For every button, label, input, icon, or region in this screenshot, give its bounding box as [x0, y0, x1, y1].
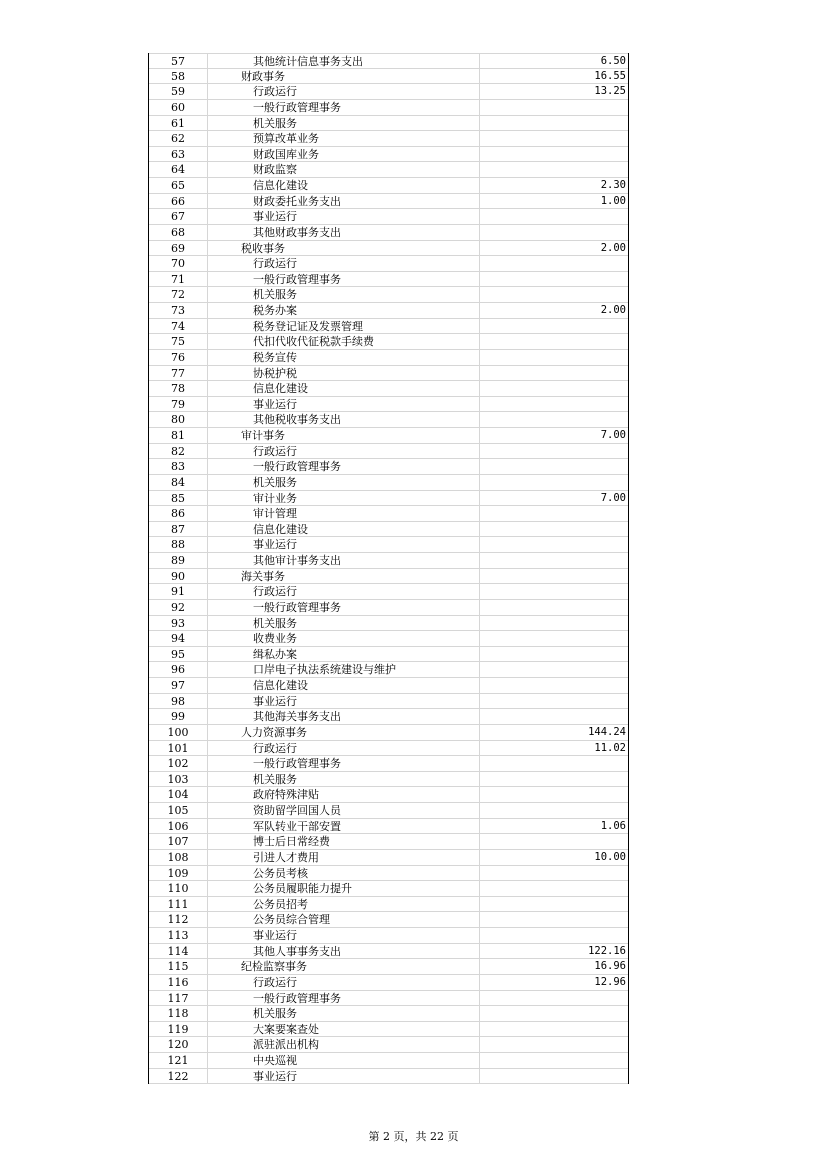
item-name: 公务员考核 [208, 866, 480, 881]
table-row [149, 381, 628, 397]
item-name: 机关服务 [208, 475, 480, 490]
item-amount [480, 881, 628, 896]
table-row [149, 756, 628, 772]
row-number: 93 [149, 616, 208, 631]
item-amount: 7.00 [600, 429, 626, 441]
item-name: 机关服务 [208, 772, 480, 787]
item-amount [480, 1053, 628, 1068]
row-number: 67 [149, 209, 208, 224]
table-row [149, 694, 628, 710]
item-name: 公务员招考 [208, 897, 480, 912]
item-name: 机关服务 [208, 1006, 480, 1021]
row-number: 69 [149, 241, 208, 256]
item-name: 财政国库业务 [208, 147, 480, 162]
table-row [149, 1022, 628, 1038]
item-name: 行政运行 [208, 444, 480, 459]
item-name: 其他人事事务支出 [208, 944, 480, 959]
row-number: 91 [149, 584, 208, 599]
item-name: 一般行政管理事务 [208, 100, 480, 115]
item-name: 税务宣传 [208, 350, 480, 365]
row-number: 109 [149, 866, 208, 881]
table-row [149, 241, 628, 257]
item-amount [480, 506, 628, 521]
item-name: 中央巡视 [208, 1053, 480, 1068]
item-amount [480, 584, 628, 599]
item-name: 事业运行 [208, 209, 480, 224]
row-number: 84 [149, 475, 208, 490]
table-row [149, 881, 628, 897]
item-amount [480, 912, 628, 927]
table-row [149, 194, 628, 210]
row-number: 81 [149, 428, 208, 443]
item-name: 审计事务 [208, 428, 480, 443]
row-number: 111 [149, 897, 208, 912]
item-amount [480, 537, 628, 552]
item-amount [480, 334, 628, 349]
row-number: 117 [149, 991, 208, 1006]
row-number: 97 [149, 678, 208, 693]
item-name: 博士后日常经费 [208, 834, 480, 849]
item-amount [480, 787, 628, 802]
item-name: 海关事务 [208, 569, 480, 584]
item-name: 纪检监察事务 [208, 959, 480, 974]
item-amount: 122.16 [588, 944, 626, 957]
row-number: 103 [149, 772, 208, 787]
item-name: 人力资源事务 [208, 725, 480, 740]
item-amount: 6.50 [600, 55, 626, 67]
table-row [149, 741, 628, 757]
item-amount [480, 897, 628, 912]
item-name: 预算改革业务 [208, 131, 480, 146]
row-number: 95 [149, 647, 208, 662]
table-row [149, 725, 628, 741]
item-amount [480, 756, 628, 771]
item-amount [480, 569, 628, 584]
row-number: 59 [149, 84, 208, 99]
item-amount [480, 366, 628, 381]
row-number: 100 [149, 725, 208, 740]
item-name: 税务登记证及发票管理 [208, 319, 480, 334]
table-row [149, 991, 628, 1007]
item-name: 事业运行 [208, 928, 480, 943]
item-name: 税务办案 [208, 303, 480, 318]
item-name: 军队转业干部安置 [208, 819, 480, 834]
row-number: 64 [149, 162, 208, 177]
item-amount [480, 928, 628, 943]
row-number: 115 [149, 959, 208, 974]
item-amount [480, 678, 628, 693]
item-name: 缉私办案 [208, 647, 480, 662]
item-name: 信息化建设 [208, 678, 480, 693]
table-row [149, 803, 628, 819]
item-name: 其他统计信息事务支出 [208, 54, 480, 68]
item-amount [480, 397, 628, 412]
item-amount [480, 803, 628, 818]
table-row [149, 631, 628, 647]
item-amount [480, 162, 628, 177]
table-row [149, 100, 628, 116]
row-number: 119 [149, 1022, 208, 1037]
table-row [149, 647, 628, 663]
table-row [149, 334, 628, 350]
item-amount [480, 412, 628, 427]
item-name: 信息化建设 [208, 522, 480, 537]
row-number: 83 [149, 459, 208, 474]
table-row [149, 569, 628, 585]
item-amount [480, 834, 628, 849]
row-number: 105 [149, 803, 208, 818]
item-name: 行政运行 [208, 256, 480, 271]
item-name: 引进人才费用 [208, 850, 480, 865]
item-amount: 2.30 [600, 179, 626, 191]
table-row [149, 819, 628, 835]
row-number: 90 [149, 569, 208, 584]
item-name: 资助留学回国人员 [208, 803, 480, 818]
item-amount [480, 100, 628, 115]
row-number: 98 [149, 694, 208, 709]
table-row [149, 256, 628, 272]
table-row [149, 850, 628, 866]
row-number: 74 [149, 319, 208, 334]
row-number: 76 [149, 350, 208, 365]
item-amount [480, 522, 628, 537]
table-row [149, 709, 628, 725]
table-row [149, 678, 628, 694]
table-row [149, 319, 628, 335]
item-amount: 10.00 [594, 850, 626, 863]
table-row [149, 834, 628, 850]
table-row [149, 959, 628, 975]
item-amount [480, 459, 628, 474]
row-number: 61 [149, 116, 208, 131]
row-number: 110 [149, 881, 208, 896]
item-name: 事业运行 [208, 1069, 480, 1084]
item-amount: 13.25 [594, 85, 626, 98]
row-number: 85 [149, 491, 208, 506]
table-row [149, 1053, 628, 1069]
item-name: 机关服务 [208, 616, 480, 631]
table-row [149, 209, 628, 225]
item-amount [480, 381, 628, 396]
row-number: 113 [149, 928, 208, 943]
row-number: 108 [149, 850, 208, 865]
item-name: 政府特殊津贴 [208, 787, 480, 802]
row-number: 66 [149, 194, 208, 209]
row-number: 68 [149, 225, 208, 240]
item-name: 一般行政管理事务 [208, 600, 480, 615]
row-number: 58 [149, 69, 208, 84]
item-amount [480, 1022, 628, 1037]
table-row [149, 69, 628, 85]
item-amount [480, 647, 628, 662]
item-amount: 2.00 [600, 304, 626, 316]
item-name: 审计业务 [208, 491, 480, 506]
item-amount [480, 866, 628, 881]
item-amount: 7.00 [600, 491, 626, 504]
item-amount [480, 287, 628, 302]
item-amount: 1.06 [600, 819, 626, 832]
item-amount [480, 694, 628, 709]
item-name: 其他审计事务支出 [208, 553, 480, 568]
item-amount: 16.55 [594, 69, 626, 82]
item-amount [480, 600, 628, 615]
item-name: 行政运行 [208, 975, 480, 990]
table-row [149, 428, 628, 444]
row-number: 71 [149, 272, 208, 287]
table-row [149, 147, 628, 163]
page-footer: 第 2 页，共 22 页 [368, 1130, 459, 1143]
row-number: 73 [149, 303, 208, 318]
item-name: 大案要案查处 [208, 1022, 480, 1037]
item-name: 行政运行 [208, 84, 480, 99]
row-number: 112 [149, 912, 208, 927]
item-amount [480, 350, 628, 365]
table-row [149, 1037, 628, 1053]
row-number: 122 [149, 1069, 208, 1084]
item-amount [480, 1037, 628, 1052]
item-amount [480, 225, 628, 240]
table-row [149, 975, 628, 991]
table-row [149, 272, 628, 288]
table-row [149, 287, 628, 303]
item-amount: 1.00 [600, 194, 626, 207]
table-row [149, 491, 628, 507]
row-number: 57 [149, 54, 208, 68]
table-row [149, 53, 628, 69]
item-amount: 16.96 [594, 960, 626, 973]
item-amount [480, 209, 628, 224]
item-amount [480, 116, 628, 131]
table-row [149, 84, 628, 100]
table-row [149, 537, 628, 553]
item-name: 一般行政管理事务 [208, 756, 480, 771]
item-name: 派驻派出机构 [208, 1037, 480, 1052]
table-row [149, 553, 628, 569]
row-number: 60 [149, 100, 208, 115]
row-number: 114 [149, 944, 208, 959]
item-name: 事业运行 [208, 694, 480, 709]
row-number: 121 [149, 1053, 208, 1068]
item-name: 行政运行 [208, 584, 480, 599]
item-name: 财政事务 [208, 69, 480, 84]
item-amount [480, 444, 628, 459]
table-row [149, 366, 628, 382]
item-amount [480, 631, 628, 646]
row-number: 86 [149, 506, 208, 521]
table-row [149, 475, 628, 491]
item-name: 财政监察 [208, 162, 480, 177]
item-name: 事业运行 [208, 537, 480, 552]
table-row [149, 662, 628, 678]
row-number: 80 [149, 412, 208, 427]
row-number: 118 [149, 1006, 208, 1021]
row-number: 120 [149, 1037, 208, 1052]
table-row [149, 897, 628, 913]
item-amount [480, 319, 628, 334]
row-number: 87 [149, 522, 208, 537]
item-amount [480, 991, 628, 1006]
item-name: 事业运行 [208, 397, 480, 412]
item-amount [480, 662, 628, 677]
table-row [149, 444, 628, 460]
item-name: 其他税收事务支出 [208, 412, 480, 427]
row-number: 79 [149, 397, 208, 412]
row-number: 62 [149, 131, 208, 146]
table-row [149, 944, 628, 960]
item-amount [480, 475, 628, 490]
item-amount [480, 147, 628, 162]
item-name: 其他财政事务支出 [208, 225, 480, 240]
table-row [149, 397, 628, 413]
row-number: 82 [149, 444, 208, 459]
item-name: 审计管理 [208, 506, 480, 521]
item-amount [480, 131, 628, 146]
table-row [149, 787, 628, 803]
table-row [149, 1069, 628, 1085]
row-number: 107 [149, 834, 208, 849]
item-amount [480, 709, 628, 724]
item-name: 一般行政管理事务 [208, 459, 480, 474]
table-row [149, 600, 628, 616]
table-row [149, 928, 628, 944]
row-number: 78 [149, 381, 208, 396]
item-name: 代扣代收代征税款手续费 [208, 334, 480, 349]
row-number: 94 [149, 631, 208, 646]
item-name: 财政委托业务支出 [208, 194, 480, 209]
item-amount [480, 272, 628, 287]
item-name: 信息化建设 [208, 178, 480, 193]
item-amount: 11.02 [594, 741, 626, 754]
table-row [149, 912, 628, 928]
item-name: 口岸电子执法系统建设与维护 [208, 662, 480, 677]
item-name: 公务员履职能力提升 [208, 881, 480, 896]
item-name: 协税护税 [208, 366, 480, 381]
row-number: 72 [149, 287, 208, 302]
item-name: 信息化建设 [208, 381, 480, 396]
table-row [149, 584, 628, 600]
item-amount [480, 553, 628, 568]
row-number: 75 [149, 334, 208, 349]
row-number: 92 [149, 600, 208, 615]
table-row [149, 131, 628, 147]
item-name: 税收事务 [208, 241, 480, 256]
table-row [149, 772, 628, 788]
row-number: 88 [149, 537, 208, 552]
item-amount [480, 616, 628, 631]
table-row [149, 225, 628, 241]
table-row [149, 162, 628, 178]
row-number: 96 [149, 662, 208, 677]
row-number: 70 [149, 256, 208, 271]
row-number: 104 [149, 787, 208, 802]
table-row [149, 178, 628, 194]
row-number: 101 [149, 741, 208, 756]
row-number: 106 [149, 819, 208, 834]
item-amount [480, 256, 628, 271]
item-amount: 2.00 [600, 241, 626, 254]
row-number: 65 [149, 178, 208, 193]
item-amount [480, 772, 628, 787]
row-number: 63 [149, 147, 208, 162]
row-number: 102 [149, 756, 208, 771]
table-row [149, 616, 628, 632]
row-number: 116 [149, 975, 208, 990]
item-amount [480, 1006, 628, 1021]
row-number: 77 [149, 366, 208, 381]
table-row [149, 350, 628, 366]
item-name: 一般行政管理事务 [208, 272, 480, 287]
item-name: 其他海关事务支出 [208, 709, 480, 724]
row-number: 89 [149, 553, 208, 568]
item-amount: 12.96 [594, 975, 626, 988]
item-amount: 144.24 [588, 725, 626, 738]
item-name: 一般行政管理事务 [208, 991, 480, 1006]
table-row [149, 116, 628, 132]
table-row [149, 1006, 628, 1022]
table-row [149, 866, 628, 882]
row-number: 99 [149, 709, 208, 724]
item-name: 机关服务 [208, 116, 480, 131]
item-name: 收费业务 [208, 631, 480, 646]
table-row [149, 522, 628, 538]
budget-table [148, 53, 629, 1084]
table-row [149, 303, 628, 319]
item-name: 公务员综合管理 [208, 912, 480, 927]
item-name: 机关服务 [208, 287, 480, 302]
table-row [149, 459, 628, 475]
table-row [149, 412, 628, 428]
item-name: 行政运行 [208, 741, 480, 756]
item-amount [480, 1069, 628, 1084]
table-row [149, 506, 628, 522]
